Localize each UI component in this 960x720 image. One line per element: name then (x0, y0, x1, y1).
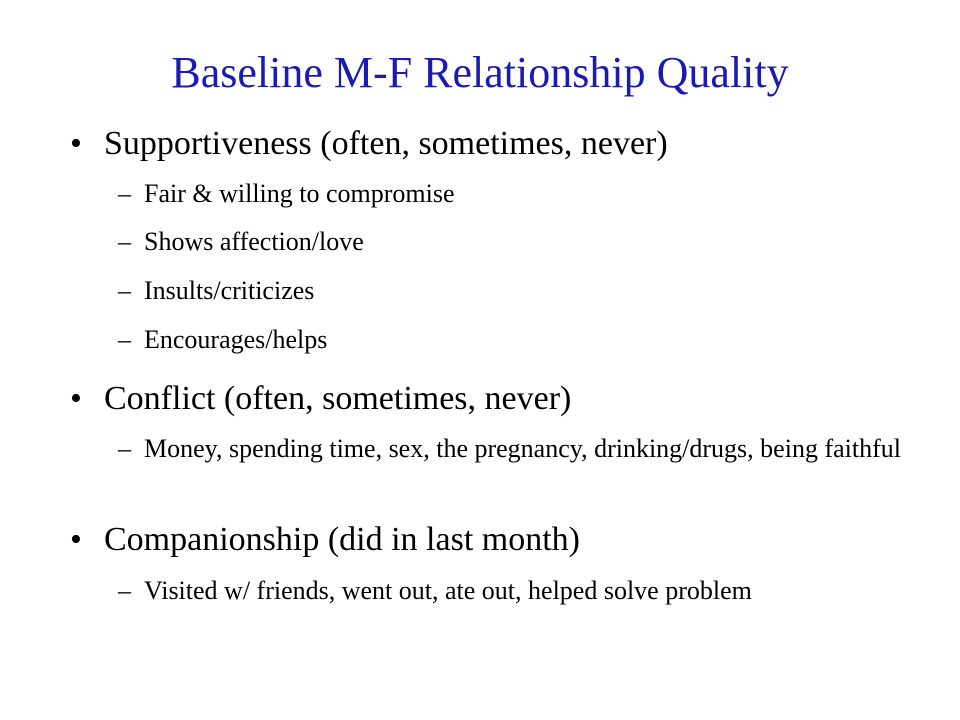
sub-item (118, 324, 918, 355)
bullet-dot-icon: • (70, 125, 82, 162)
dash-icon: – (118, 179, 131, 208)
slide-title: Baseline M-F Relationship Quality (171, 48, 789, 97)
sub-item (118, 433, 918, 464)
bullet-dot-icon: • (70, 521, 82, 558)
dash-icon: – (118, 227, 131, 256)
bullet-heading: Supportiveness (often, sometimes, never) (104, 125, 668, 162)
sub-item (118, 226, 918, 257)
sub-item-text: Insults/criticizes (144, 276, 315, 305)
sub-item-text: Visited w/ friends, went out, ate out, helped solve problem (144, 576, 752, 605)
bullet-heading: Companionship (did in last month) (104, 521, 580, 558)
sub-item-text: Encourages/helps (144, 325, 328, 354)
dash-icon: – (118, 325, 131, 354)
sub-item-text: Shows affection/love (144, 227, 364, 256)
sub-item-text: Fair & willing to compromise (144, 179, 455, 208)
dash-icon: – (118, 276, 131, 305)
sub-item (118, 178, 918, 209)
sub-item (118, 275, 918, 306)
bullet-dot-icon: • (70, 380, 82, 417)
sub-item-text: Money, spending time, sex, the pregnancy, drinking/drugs, being faithful (144, 434, 901, 463)
bullet-heading: Conflict (often, sometimes, never) (104, 380, 572, 417)
dash-icon: – (118, 434, 131, 463)
dash-icon: – (118, 576, 131, 605)
sub-item (118, 575, 918, 606)
